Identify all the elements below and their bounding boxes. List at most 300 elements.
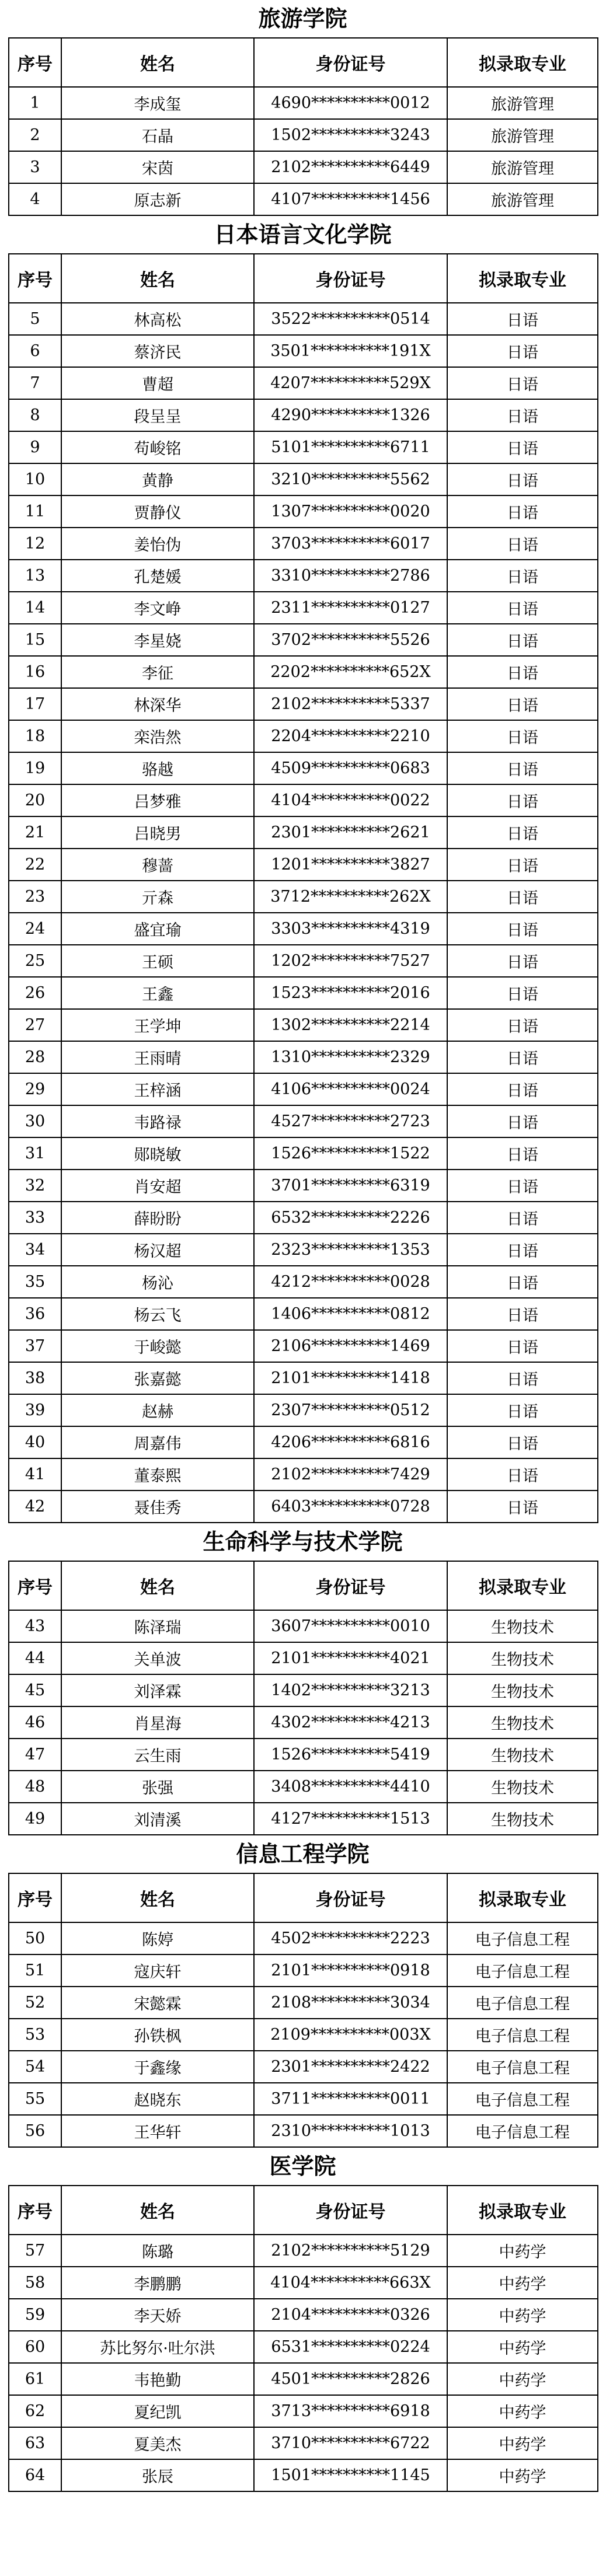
table-row <box>9 2051 598 2083</box>
cell-major: 电子信息工程 <box>447 1922 598 1954</box>
cell-name: 聂佳秀 <box>61 1491 254 1523</box>
cell-index: 37 <box>9 1330 61 1362</box>
cell-major: 日语 <box>447 1073 598 1105</box>
header-major: 拟录取专业 <box>447 1873 598 1922</box>
cell-index: 2 <box>9 119 61 151</box>
cell-id: 3501**********191X <box>254 335 447 367</box>
table-row <box>9 816 598 849</box>
header-major: 拟录取专业 <box>447 2186 598 2235</box>
cell-name: 张辰 <box>61 2459 254 2491</box>
cell-major: 日语 <box>447 1266 598 1298</box>
cell-name: 王华轩 <box>61 2115 254 2147</box>
admission-table <box>8 253 598 1523</box>
cell-major: 日语 <box>447 1491 598 1523</box>
cell-index: 5 <box>9 303 61 335</box>
cell-major: 生物技术 <box>447 1706 598 1739</box>
cell-name: 石晶 <box>61 119 254 151</box>
cell-id: 2310**********1013 <box>254 2115 447 2147</box>
cell-major: 日语 <box>447 1234 598 1266</box>
table-header-row <box>9 1873 598 1922</box>
cell-id: 1302**********2214 <box>254 1009 447 1041</box>
cell-index: 36 <box>9 1298 61 1330</box>
table-row <box>9 1803 598 1835</box>
cell-name: 李星娆 <box>61 624 254 656</box>
cell-name: 刘泽霖 <box>61 1674 254 1706</box>
table-row <box>9 2459 598 2491</box>
cell-name: 刘清溪 <box>61 1803 254 1835</box>
table-row <box>9 1202 598 1234</box>
table-row <box>9 2395 598 2427</box>
cell-id: 4206**********6816 <box>254 1426 447 1458</box>
cell-major: 日语 <box>447 431 598 463</box>
cell-id: 3702**********5526 <box>254 624 447 656</box>
cell-major: 日语 <box>447 849 598 881</box>
cell-major: 电子信息工程 <box>447 1987 598 2019</box>
cell-id: 1406**********0812 <box>254 1298 447 1330</box>
table-row <box>9 1954 598 1987</box>
table-row <box>9 1394 598 1426</box>
cell-index: 21 <box>9 816 61 849</box>
cell-name: 吕晓男 <box>61 816 254 849</box>
cell-name: 贾静仪 <box>61 495 254 528</box>
table-header-row <box>9 2186 598 2235</box>
cell-index: 47 <box>9 1739 61 1771</box>
cell-index: 6 <box>9 335 61 367</box>
cell-id: 1502**********3243 <box>254 119 447 151</box>
cell-name: 孔楚媛 <box>61 560 254 592</box>
cell-major: 中药学 <box>447 2459 598 2491</box>
header-id: 身份证号 <box>254 1873 447 1922</box>
cell-index: 51 <box>9 1954 61 1987</box>
table-row <box>9 592 598 624</box>
cell-major: 日语 <box>447 816 598 849</box>
cell-index: 44 <box>9 1642 61 1674</box>
cell-id: 6403**********0728 <box>254 1491 447 1523</box>
cell-major: 旅游管理 <box>447 87 598 119</box>
cell-major: 电子信息工程 <box>447 1954 598 1987</box>
cell-major: 中药学 <box>447 2235 598 2267</box>
header-id: 身份证号 <box>254 2186 447 2235</box>
cell-id: 6531**********0224 <box>254 2331 447 2363</box>
cell-name: 张强 <box>61 1771 254 1803</box>
table-row <box>9 495 598 528</box>
section-title: 信息工程学院 <box>236 1841 370 1867</box>
table-row <box>9 2267 598 2299</box>
cell-name: 苏比努尔·吐尔洪 <box>61 2331 254 2363</box>
cell-index: 1 <box>9 87 61 119</box>
cell-id: 4690**********0012 <box>254 87 447 119</box>
cell-id: 1526**********5419 <box>254 1739 447 1771</box>
table-row <box>9 1610 598 1642</box>
table-row <box>9 1073 598 1105</box>
cell-index: 46 <box>9 1706 61 1739</box>
table-row <box>9 2427 598 2459</box>
table-row <box>9 335 598 367</box>
cell-major: 日语 <box>447 881 598 913</box>
table-row <box>9 1922 598 1954</box>
cell-index: 32 <box>9 1170 61 1202</box>
cell-index: 64 <box>9 2459 61 2491</box>
cell-major: 日语 <box>447 463 598 495</box>
table-row <box>9 431 598 463</box>
cell-id: 4207**********529X <box>254 367 447 399</box>
cell-id: 1307**********0020 <box>254 495 447 528</box>
table-row <box>9 1105 598 1137</box>
cell-name: 吕梦雅 <box>61 784 254 816</box>
header-id: 身份证号 <box>254 1561 447 1610</box>
cell-name: 陈婷 <box>61 1922 254 1954</box>
cell-major: 中药学 <box>447 2331 598 2363</box>
cell-name: 宋懿霖 <box>61 1987 254 2019</box>
cell-id: 1202**********7527 <box>254 945 447 977</box>
cell-index: 34 <box>9 1234 61 1266</box>
cell-name: 杨汉超 <box>61 1234 254 1266</box>
table-row <box>9 151 598 183</box>
cell-major: 日语 <box>447 656 598 688</box>
cell-id: 2109**********003X <box>254 2019 447 2051</box>
cell-id: 2323**********1353 <box>254 1234 447 1266</box>
cell-id: 1523**********2016 <box>254 977 447 1009</box>
admission-table <box>8 1873 598 2148</box>
cell-id: 4104**********663X <box>254 2267 447 2299</box>
header-id: 身份证号 <box>254 254 447 303</box>
cell-major: 中药学 <box>447 2363 598 2395</box>
cell-id: 3522**********0514 <box>254 303 447 335</box>
cell-major: 日语 <box>447 720 598 752</box>
cell-major: 生物技术 <box>447 1771 598 1803</box>
cell-index: 56 <box>9 2115 61 2147</box>
cell-name: 穆蔷 <box>61 849 254 881</box>
cell-name: 宋茵 <box>61 151 254 183</box>
cell-index: 50 <box>9 1922 61 1954</box>
cell-name: 夏美杰 <box>61 2427 254 2459</box>
table-row <box>9 1009 598 1041</box>
table-row <box>9 183 598 215</box>
cell-name: 段呈呈 <box>61 399 254 431</box>
cell-major: 日语 <box>447 1458 598 1491</box>
section-title: 旅游学院 <box>258 6 347 32</box>
cell-name: 于鑫缘 <box>61 2051 254 2083</box>
cell-index: 45 <box>9 1674 61 1706</box>
table-row <box>9 881 598 913</box>
cell-name: 薛盼盼 <box>61 1202 254 1234</box>
cell-name: 陈璐 <box>61 2235 254 2267</box>
cell-major: 生物技术 <box>447 1610 598 1642</box>
header-major: 拟录取专业 <box>447 254 598 303</box>
cell-id: 4127**********1513 <box>254 1803 447 1835</box>
cell-name: 原志新 <box>61 183 254 215</box>
table-row <box>9 1739 598 1771</box>
cell-index: 52 <box>9 1987 61 2019</box>
header-name: 姓名 <box>61 1873 254 1922</box>
cell-name: 李鹏鹏 <box>61 2267 254 2299</box>
table-row <box>9 945 598 977</box>
cell-id: 3310**********2786 <box>254 560 447 592</box>
cell-index: 28 <box>9 1041 61 1073</box>
cell-id: 4501**********2826 <box>254 2363 447 2395</box>
cell-index: 62 <box>9 2395 61 2427</box>
cell-name: 赵赫 <box>61 1394 254 1426</box>
cell-major: 旅游管理 <box>447 151 598 183</box>
table-row <box>9 1330 598 1362</box>
cell-major: 日语 <box>447 1137 598 1170</box>
cell-id: 4106**********0024 <box>254 1073 447 1105</box>
cell-index: 49 <box>9 1803 61 1835</box>
cell-index: 55 <box>9 2083 61 2115</box>
cell-major: 日语 <box>447 335 598 367</box>
cell-id: 2106**********1469 <box>254 1330 447 1362</box>
header-name: 姓名 <box>61 254 254 303</box>
cell-index: 53 <box>9 2019 61 2051</box>
cell-id: 2301**********2621 <box>254 816 447 849</box>
cell-index: 19 <box>9 752 61 784</box>
table-row <box>9 752 598 784</box>
cell-major: 旅游管理 <box>447 119 598 151</box>
header-major: 拟录取专业 <box>447 38 598 87</box>
cell-index: 29 <box>9 1073 61 1105</box>
table-row <box>9 87 598 119</box>
table-header-row <box>9 254 598 303</box>
cell-name: 寇庆轩 <box>61 1954 254 1987</box>
cell-major: 日语 <box>447 784 598 816</box>
cell-major: 生物技术 <box>447 1674 598 1706</box>
cell-index: 23 <box>9 881 61 913</box>
cell-id: 2307**********0512 <box>254 1394 447 1426</box>
table-row <box>9 720 598 752</box>
cell-major: 生物技术 <box>447 1642 598 1674</box>
header-name: 姓名 <box>61 1561 254 1610</box>
cell-major: 日语 <box>447 1170 598 1202</box>
cell-name: 李天娇 <box>61 2299 254 2331</box>
cell-id: 6532**********2226 <box>254 1202 447 1234</box>
cell-index: 48 <box>9 1771 61 1803</box>
cell-major: 中药学 <box>447 2267 598 2299</box>
cell-index: 30 <box>9 1105 61 1137</box>
cell-major: 日语 <box>447 1041 598 1073</box>
cell-major: 电子信息工程 <box>447 2115 598 2147</box>
cell-name: 曹超 <box>61 367 254 399</box>
cell-name: 肖安超 <box>61 1170 254 1202</box>
table-row <box>9 2363 598 2395</box>
cell-id: 2102**********5129 <box>254 2235 447 2267</box>
cell-major: 电子信息工程 <box>447 2083 598 2115</box>
cell-name: 李征 <box>61 656 254 688</box>
table-row <box>9 656 598 688</box>
cell-index: 27 <box>9 1009 61 1041</box>
cell-id: 4107**********1456 <box>254 183 447 215</box>
cell-id: 3713**********6918 <box>254 2395 447 2427</box>
cell-index: 42 <box>9 1491 61 1523</box>
header-major: 拟录取专业 <box>447 1561 598 1610</box>
table-row <box>9 2115 598 2147</box>
cell-index: 39 <box>9 1394 61 1426</box>
cell-major: 日语 <box>447 1362 598 1394</box>
cell-id: 5101**********6711 <box>254 431 447 463</box>
cell-index: 35 <box>9 1266 61 1298</box>
cell-name: 黄静 <box>61 463 254 495</box>
cell-name: 王硕 <box>61 945 254 977</box>
cell-major: 日语 <box>447 399 598 431</box>
cell-index: 4 <box>9 183 61 215</box>
cell-index: 43 <box>9 1610 61 1642</box>
cell-id: 1501**********1145 <box>254 2459 447 2491</box>
table-row <box>9 977 598 1009</box>
table-row <box>9 367 598 399</box>
cell-name: 林深华 <box>61 688 254 720</box>
cell-major: 日语 <box>447 367 598 399</box>
table-row <box>9 624 598 656</box>
cell-id: 3710**********6722 <box>254 2427 447 2459</box>
cell-name: 亓森 <box>61 881 254 913</box>
table-row <box>9 688 598 720</box>
table-row <box>9 1642 598 1674</box>
table-row <box>9 1987 598 2019</box>
header-index: 序号 <box>9 254 61 303</box>
cell-index: 41 <box>9 1458 61 1491</box>
cell-index: 59 <box>9 2299 61 2331</box>
cell-id: 2301**********2422 <box>254 2051 447 2083</box>
cell-index: 25 <box>9 945 61 977</box>
cell-name: 周嘉伟 <box>61 1426 254 1458</box>
cell-index: 63 <box>9 2427 61 2459</box>
cell-name: 杨沁 <box>61 1266 254 1298</box>
table-row <box>9 1771 598 1803</box>
cell-index: 15 <box>9 624 61 656</box>
table-row <box>9 2331 598 2363</box>
cell-name: 关单波 <box>61 1642 254 1674</box>
cell-id: 4527**********2723 <box>254 1105 447 1137</box>
cell-major: 日语 <box>447 592 598 624</box>
cell-name: 姜怡伪 <box>61 528 254 560</box>
cell-id: 2101**********4021 <box>254 1642 447 1674</box>
cell-id: 3703**********6017 <box>254 528 447 560</box>
cell-major: 日语 <box>447 624 598 656</box>
cell-name: 于峻懿 <box>61 1330 254 1362</box>
cell-index: 54 <box>9 2051 61 2083</box>
header-name: 姓名 <box>61 38 254 87</box>
cell-major: 日语 <box>447 1202 598 1234</box>
cell-id: 2202**********652X <box>254 656 447 688</box>
cell-major: 日语 <box>447 688 598 720</box>
cell-major: 日语 <box>447 1330 598 1362</box>
cell-major: 日语 <box>447 1105 598 1137</box>
cell-id: 1310**********2329 <box>254 1041 447 1073</box>
cell-name: 王梓涵 <box>61 1073 254 1105</box>
cell-name: 栾浩然 <box>61 720 254 752</box>
header-name: 姓名 <box>61 2186 254 2235</box>
cell-id: 3303**********4319 <box>254 913 447 945</box>
cell-index: 7 <box>9 367 61 399</box>
cell-index: 10 <box>9 463 61 495</box>
cell-index: 18 <box>9 720 61 752</box>
cell-id: 2101**********0918 <box>254 1954 447 1987</box>
header-index: 序号 <box>9 38 61 87</box>
table-header-row <box>9 38 598 87</box>
cell-id: 3408**********4410 <box>254 1771 447 1803</box>
cell-index: 57 <box>9 2235 61 2267</box>
cell-id: 1526**********1522 <box>254 1137 447 1170</box>
cell-name: 盛宜瑜 <box>61 913 254 945</box>
cell-name: 林高松 <box>61 303 254 335</box>
table-row <box>9 303 598 335</box>
table-row <box>9 1041 598 1073</box>
cell-index: 20 <box>9 784 61 816</box>
cell-name: 郧晓敏 <box>61 1137 254 1170</box>
cell-index: 22 <box>9 849 61 881</box>
cell-id: 4290**********1326 <box>254 399 447 431</box>
cell-major: 日语 <box>447 913 598 945</box>
cell-major: 日语 <box>447 1298 598 1330</box>
cell-name: 李成玺 <box>61 87 254 119</box>
cell-id: 2102**********7429 <box>254 1458 447 1491</box>
cell-name: 王鑫 <box>61 977 254 1009</box>
cell-major: 日语 <box>447 1426 598 1458</box>
table-row <box>9 784 598 816</box>
table-row <box>9 2299 598 2331</box>
table-row <box>9 2235 598 2267</box>
cell-index: 60 <box>9 2331 61 2363</box>
cell-id: 3210**********5562 <box>254 463 447 495</box>
cell-id: 2108**********3034 <box>254 1987 447 2019</box>
cell-id: 3701**********6319 <box>254 1170 447 1202</box>
table-row <box>9 1234 598 1266</box>
cell-name: 蔡济民 <box>61 335 254 367</box>
table-row <box>9 528 598 560</box>
cell-name: 孙铁枫 <box>61 2019 254 2051</box>
cell-major: 电子信息工程 <box>447 2019 598 2051</box>
table-header-row <box>9 1561 598 1610</box>
cell-major: 中药学 <box>447 2299 598 2331</box>
admission-table <box>8 2185 598 2492</box>
cell-major: 日语 <box>447 528 598 560</box>
cell-index: 24 <box>9 913 61 945</box>
table-row <box>9 849 598 881</box>
section-title: 生命科学与技术学院 <box>203 1529 403 1555</box>
table-row <box>9 1266 598 1298</box>
table-row <box>9 1170 598 1202</box>
cell-major: 日语 <box>447 495 598 528</box>
cell-major: 日语 <box>447 303 598 335</box>
section-title: 医学院 <box>269 2153 336 2179</box>
cell-name: 苟峻铭 <box>61 431 254 463</box>
table-row <box>9 1298 598 1330</box>
cell-id: 2102**********5337 <box>254 688 447 720</box>
cell-index: 33 <box>9 1202 61 1234</box>
cell-index: 3 <box>9 151 61 183</box>
table-row <box>9 913 598 945</box>
table-row <box>9 1706 598 1739</box>
cell-name: 云生雨 <box>61 1739 254 1771</box>
cell-id: 2102**********6449 <box>254 151 447 183</box>
table-row <box>9 560 598 592</box>
cell-id: 2101**********1418 <box>254 1362 447 1394</box>
cell-major: 日语 <box>447 752 598 784</box>
cell-id: 4302**********4213 <box>254 1706 447 1739</box>
cell-index: 11 <box>9 495 61 528</box>
cell-name: 赵晓东 <box>61 2083 254 2115</box>
cell-id: 3711**********0011 <box>254 2083 447 2115</box>
cell-id: 1201**********3827 <box>254 849 447 881</box>
cell-id: 4509**********0683 <box>254 752 447 784</box>
table-row <box>9 2019 598 2051</box>
cell-name: 肖星海 <box>61 1706 254 1739</box>
admission-table <box>8 37 598 216</box>
cell-name: 陈泽瑞 <box>61 1610 254 1642</box>
cell-index: 26 <box>9 977 61 1009</box>
cell-major: 中药学 <box>447 2395 598 2427</box>
table-row <box>9 463 598 495</box>
cell-id: 3607**********0010 <box>254 1610 447 1642</box>
